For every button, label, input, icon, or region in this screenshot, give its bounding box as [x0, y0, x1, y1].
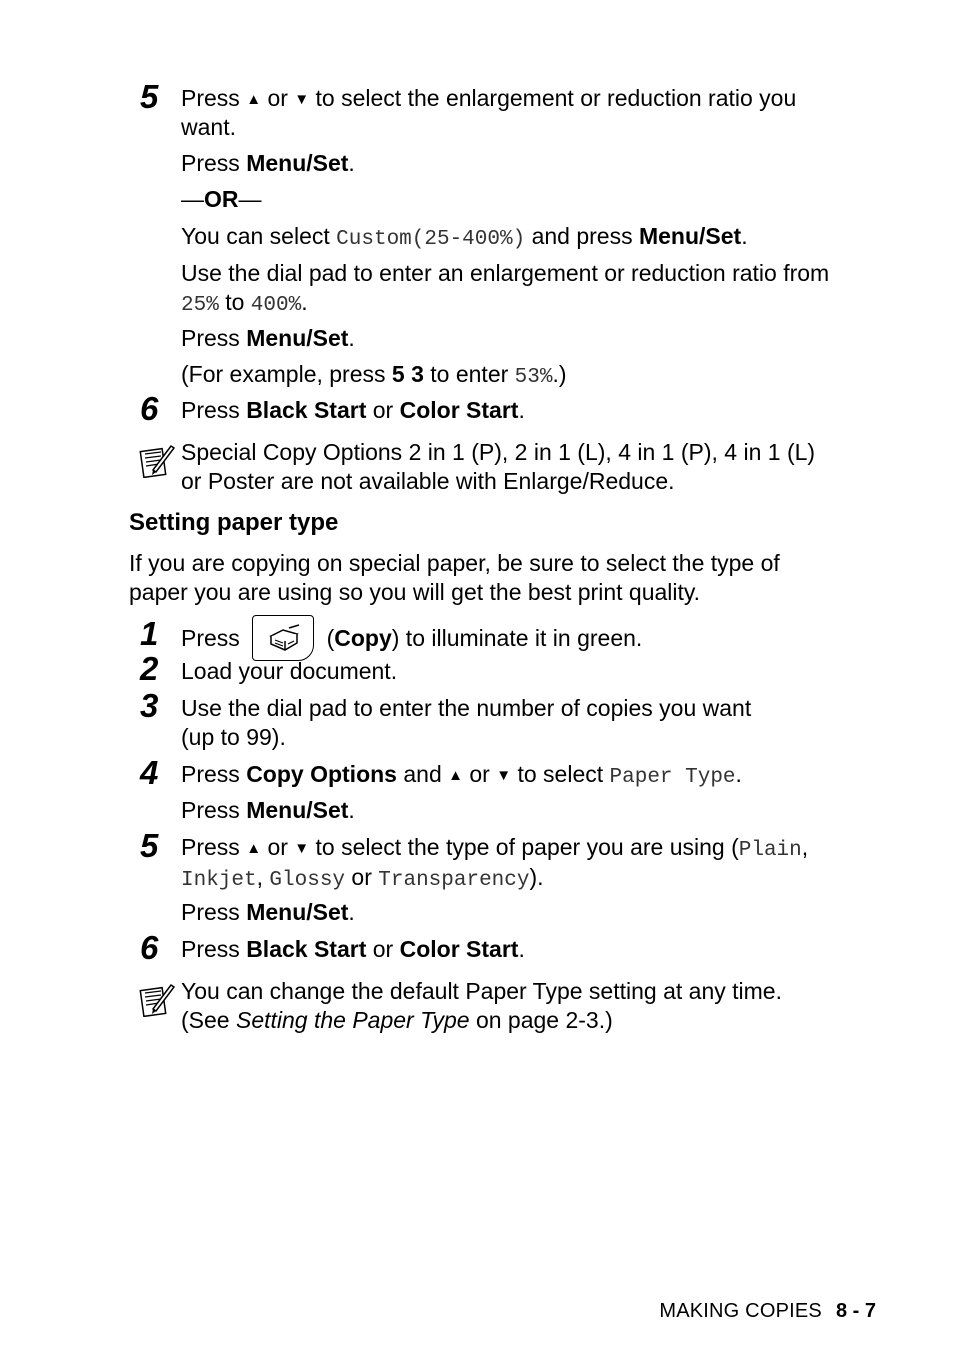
step-number: 6 — [140, 929, 159, 966]
step-6b-line: Press Black Start or Color Start. — [181, 936, 525, 962]
step-number: 4 — [140, 754, 159, 791]
footer-section: MAKING COPIES — [659, 1300, 822, 1322]
step-number: 5 — [140, 827, 159, 864]
note-1-line-2: or Poster are not available with Enlarge/Reduce. — [181, 468, 675, 494]
step-number: 3 — [140, 687, 159, 724]
step-5-line-1: Press ▲ or ▼ to select the enlargement or reduction ratio you — [181, 85, 797, 111]
note-pad-icon — [139, 442, 175, 478]
step-2-line: Load your document. — [181, 658, 398, 684]
copy-key-icon — [252, 615, 314, 661]
up-arrow-icon: ▲ — [448, 767, 463, 784]
step-number: 2 — [140, 650, 159, 687]
press-menu-set: Press Menu/Set. — [181, 150, 355, 176]
step-5b-line-2: Inkjet, Glossy or Transparency). — [181, 864, 544, 892]
intro-line-1: If you are copying on special paper, be sure to select the type of — [129, 550, 780, 576]
step-5b-line-1: Press ▲ or ▼ to select the type of paper you are using (Plain, — [181, 834, 809, 862]
note-2-line-1: You can change the default Paper Type setting at any time. — [181, 978, 782, 1004]
page-number: 8 - 7 — [835, 1300, 876, 1322]
step-3-line-2: (up to 99). — [181, 724, 286, 750]
down-arrow-icon: ▼ — [294, 840, 310, 857]
step-5-line-2: want. — [181, 114, 236, 140]
step-number: 1 — [140, 615, 159, 652]
step-6-line: Press Black Start or Color Start. — [181, 397, 525, 423]
step-number: 6 — [140, 390, 159, 427]
intro-line-2: paper you are using so you will get the best print quality. — [129, 579, 701, 605]
dial-pad-line-1: Use the dial pad to enter an enlargement or reduction ratio from — [181, 260, 830, 286]
page-footer — [659, 1300, 876, 1323]
note-1-line-1: Special Copy Options 2 in 1 (P), 2 in 1 (L), 4 in 1 (P), 4 in 1 (L) — [181, 439, 816, 465]
note-pad-icon — [139, 981, 175, 1017]
up-arrow-icon: ▲ — [246, 840, 262, 857]
down-arrow-icon: ▼ — [496, 767, 512, 784]
step-number: 5 — [140, 78, 159, 115]
step-3-line-1: Use the dial pad to enter the number of copies you want — [181, 695, 752, 721]
dial-pad-line-2: 25% to 400%. — [181, 289, 308, 317]
step-4-line: Press Copy Options and ▲ or ▼ to select Paper Type. — [181, 761, 742, 789]
section-heading: Setting paper type — [129, 509, 339, 536]
example-line: (For example, press 5 3 to enter 53%.) — [181, 361, 567, 389]
down-arrow-icon: ▼ — [294, 91, 310, 108]
cross-reference-link[interactable]: Setting the Paper Type — [235, 1007, 470, 1033]
press-menu-set: Press Menu/Set. — [181, 899, 355, 925]
press-menu-set: Press Menu/Set. — [181, 797, 355, 823]
note-2-line-2: (See Setting the Paper Type on page 2-3.) — [181, 1007, 613, 1033]
press-menu-set: Press Menu/Set. — [181, 325, 355, 351]
up-arrow-icon: ▲ — [246, 91, 262, 108]
custom-select-line: You can select Custom(25-400%) and press Menu/Set. — [181, 223, 748, 251]
step-1-line: Press (Copy) to illuminate it in green. — [181, 617, 642, 663]
or-separator: —OR— — [181, 186, 262, 212]
